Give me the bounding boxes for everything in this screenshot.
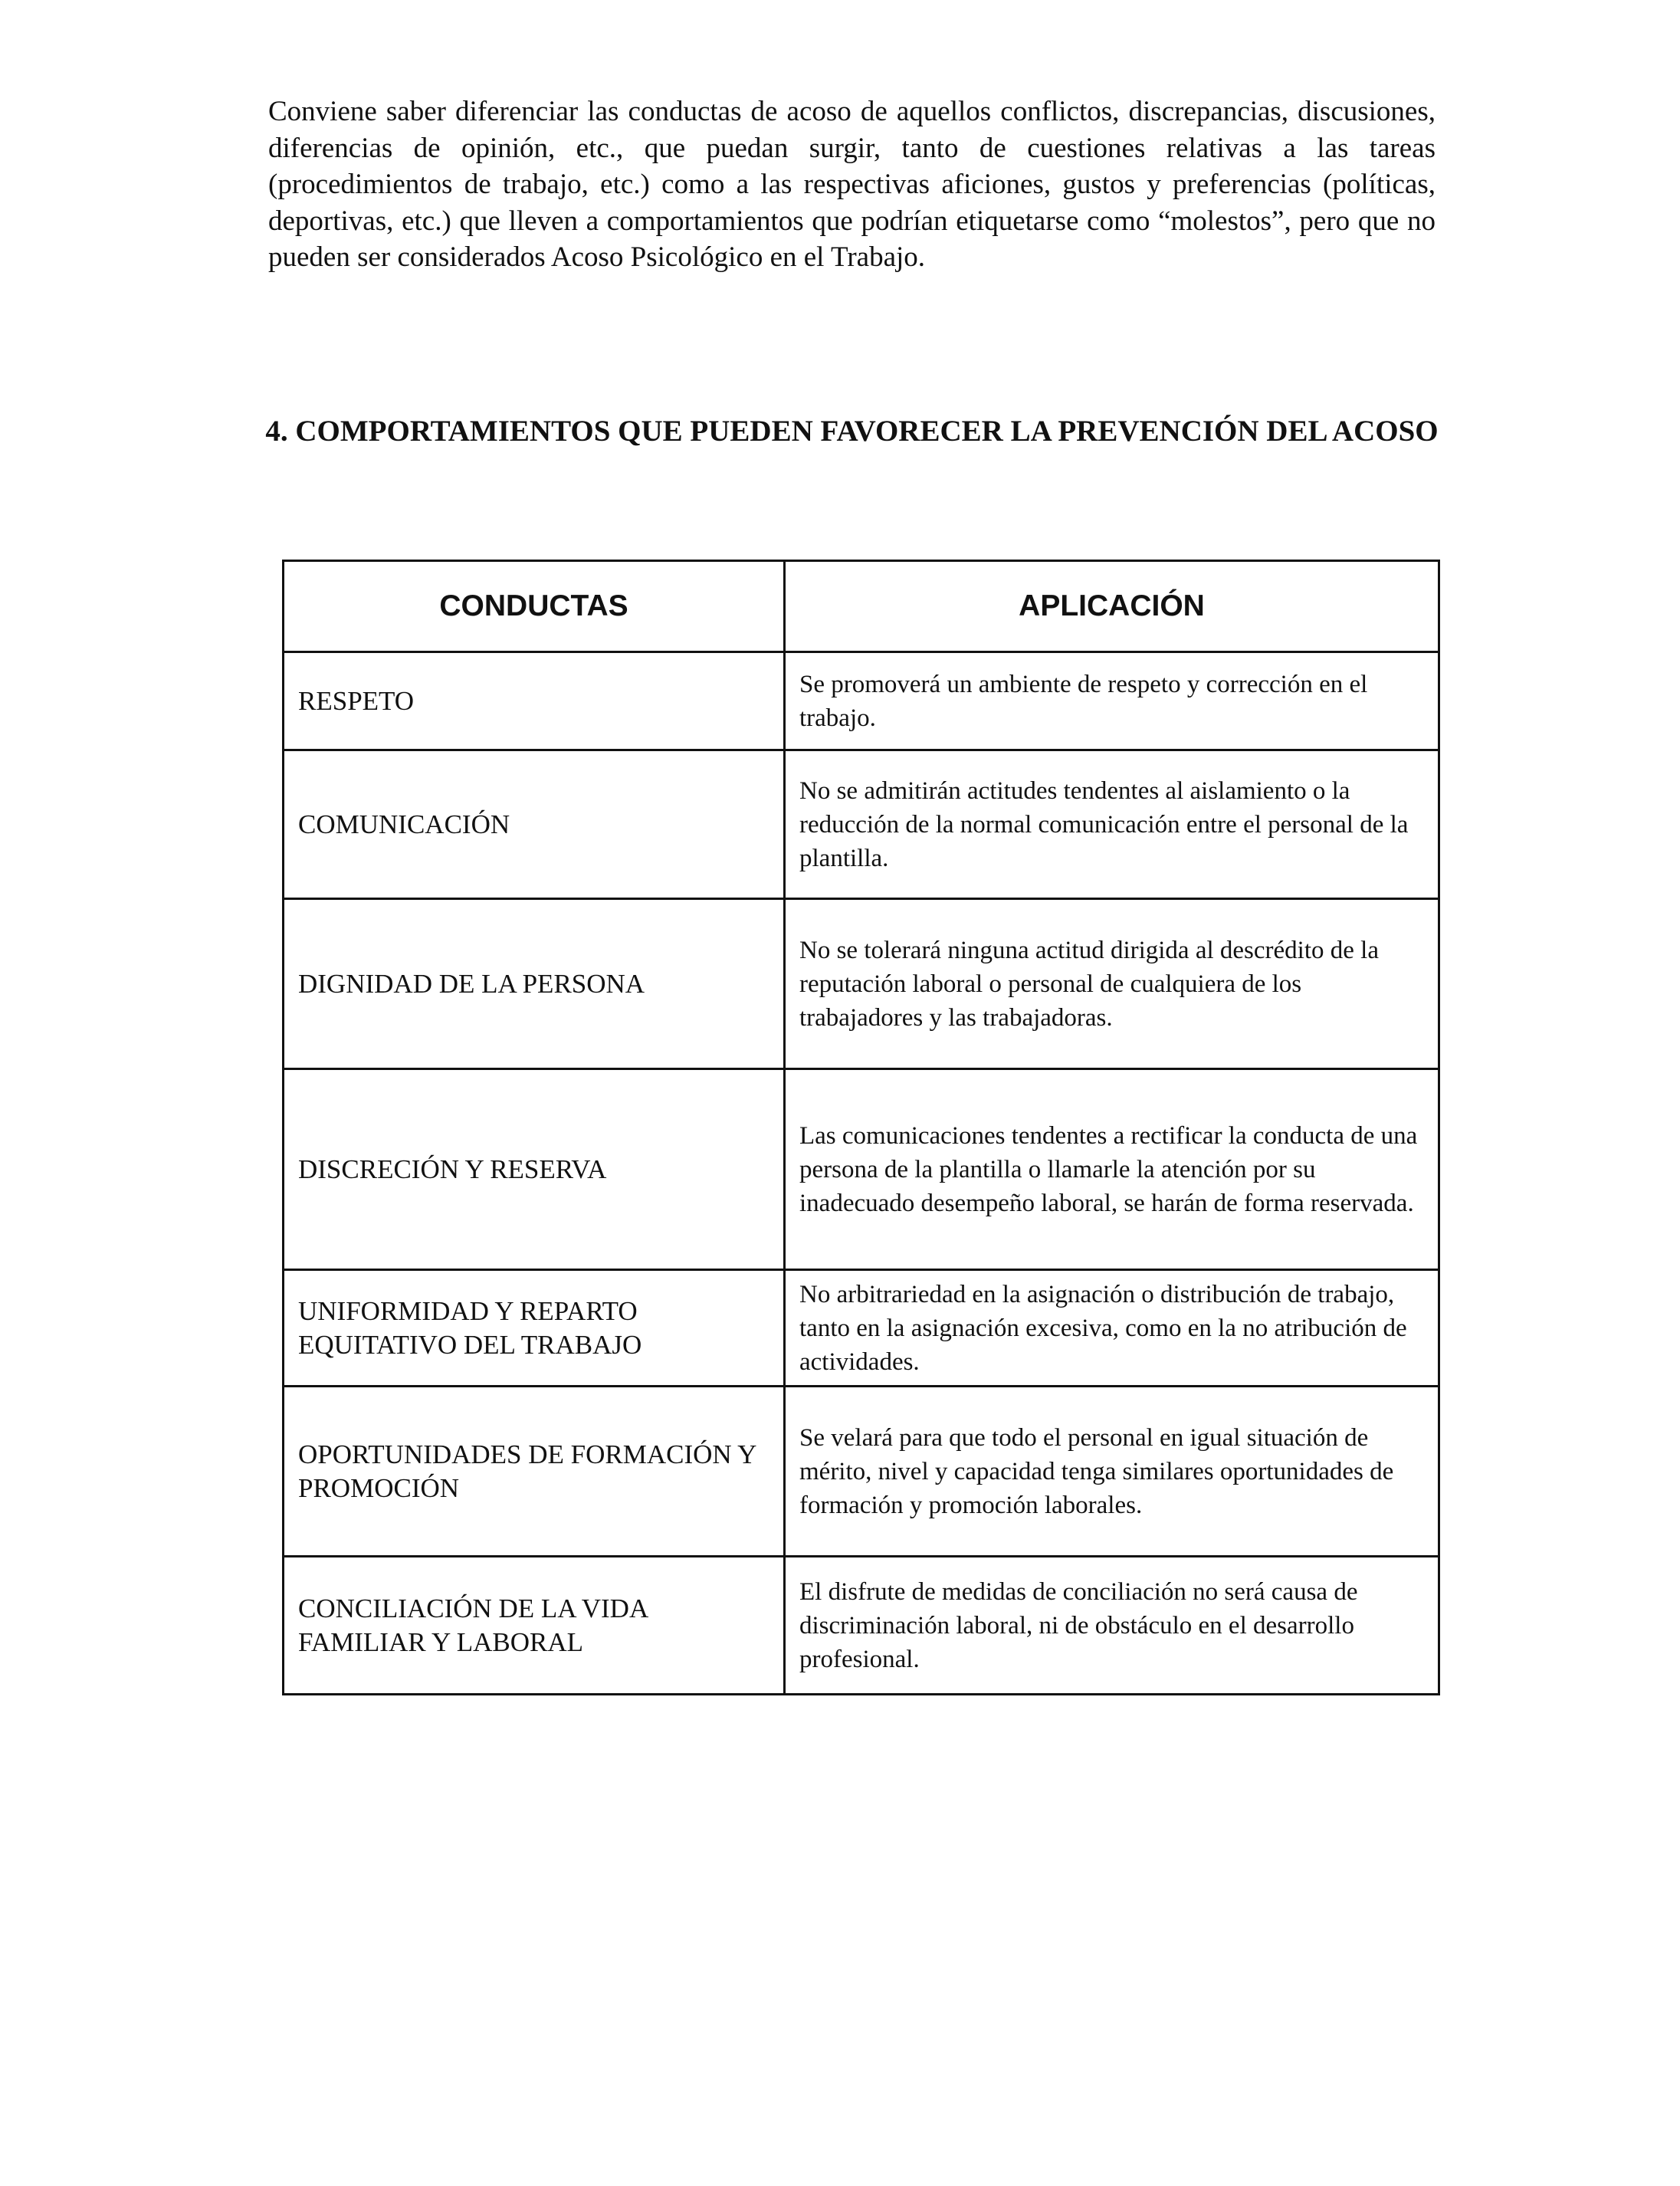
table-header-row	[284, 561, 1439, 652]
conductas-table	[282, 560, 1440, 1695]
intro-paragraph: Conviene saber diferenciar las conductas de acoso de aquellos conflictos, discrepancias, discusiones, diferencias de opinión, etc., que puedan surgir, tanto de cuestiones relativas a las tareas (procedimientos de trabajo, etc.) como a las respectivas aficiones, gustos y preferencias (políticas, deportivas, etc.) que lleven a comportamientos que podrían etiquetarse como “molestos”, pero que no pueden ser considerados Acoso Psicológico en el Trabajo.	[268, 96, 1436, 273]
aplicacion-cell: El disfrute de medidas de conciliación no será causa de discriminación laboral, ni de obstáculo en el desarrollo profesional.	[785, 1557, 1439, 1695]
table-row	[284, 1557, 1439, 1695]
aplicacion-cell: No se admitirán actitudes tendentes al aislamiento o la reducción de la normal comunicación entre el personal de la plantilla.	[785, 750, 1439, 899]
aplicacion-cell: Las comunicaciones tendentes a rectificar la conducta de una persona de la plantilla o llamarle la atención por su inadecuado desempeño laboral, se harán de forma reservada.	[785, 1069, 1439, 1270]
table-row	[284, 750, 1439, 899]
table-row	[284, 899, 1439, 1069]
aplicacion-cell: Se velará para que todo el personal en igual situación de mérito, nivel y capacidad tenga similares oportunidades de formación y promoción laborales.	[785, 1387, 1439, 1557]
conducta-cell: OPORTUNIDADES DE FORMACIÓN Y PROMOCIÓN	[284, 1387, 785, 1557]
section-title: 4. COMPORTAMIENTOS QUE PUEDEN FAVORECER LA PREVENCIÓN DEL ACOSO	[265, 415, 1439, 448]
table-row	[284, 652, 1439, 750]
aplicacion-cell: No se tolerará ninguna actitud dirigida al descrédito de la reputación laboral o personal de cualquiera de los trabajadores y las trabajadoras.	[785, 899, 1439, 1069]
aplicacion-cell: No arbitrariedad en la asignación o distribución de trabajo, tanto en la asignación excesiva, como en la no atribución de actividades.	[785, 1270, 1439, 1387]
conducta-cell: DISCRECIÓN Y RESERVA	[284, 1069, 785, 1270]
header-aplicacion: APLICACIÓN	[785, 561, 1439, 652]
header-conductas: CONDUCTAS	[284, 561, 785, 652]
conducta-cell: CONCILIACIÓN DE LA VIDA FAMILIAR Y LABORAL	[284, 1557, 785, 1695]
conducta-cell: COMUNICACIÓN	[284, 750, 785, 899]
conducta-cell: RESPETO	[284, 652, 785, 750]
table-row	[284, 1069, 1439, 1270]
conducta-cell: DIGNIDAD DE LA PERSONA	[284, 899, 785, 1069]
conducta-cell: UNIFORMIDAD Y REPARTO EQUITATIVO DEL TRABAJO	[284, 1270, 785, 1387]
table-row	[284, 1270, 1439, 1387]
aplicacion-cell: Se promoverá un ambiente de respeto y corrección en el trabajo.	[785, 652, 1439, 750]
table-row	[284, 1387, 1439, 1557]
